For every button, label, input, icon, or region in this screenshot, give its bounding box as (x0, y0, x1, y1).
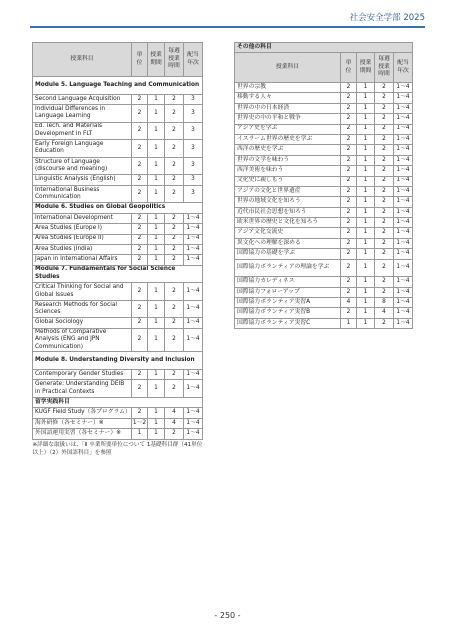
credits-cell: 2 (132, 104, 148, 122)
subject-cell: 国際協力ボランティア実習C (235, 318, 341, 328)
period-cell: 1 (148, 140, 165, 158)
table-row (33, 300, 203, 318)
period-cell: 1 (148, 328, 165, 352)
table-row (235, 318, 413, 328)
subject-cell: 近代市民社会思想を知ろう (235, 207, 341, 217)
table-row (235, 186, 413, 196)
subject-cell: Second Language Acquisition (33, 94, 132, 104)
table-row (33, 224, 203, 234)
year-cell: 1～4 (184, 213, 203, 223)
year-cell: 1～4 (394, 277, 413, 287)
note-row (33, 439, 203, 457)
section-title: Module 7. Fundamentals for Social Science Studies (33, 265, 203, 283)
subject-cell: Methods of Comparative Analysis (ENG and JPN Communication) (33, 328, 132, 352)
year-cell: 1～4 (184, 418, 203, 428)
credits-cell: 1 (341, 318, 357, 328)
subject-cell: アジア文化交流史 (235, 228, 341, 238)
col-weekly-header: 毎週授業時間 (375, 53, 394, 83)
credits-cell: 2 (341, 134, 357, 144)
col-weekly-header: 毎週授業時間 (165, 43, 184, 77)
credits-cell: 2 (341, 114, 357, 124)
subject-cell: Global Sociology (33, 318, 132, 328)
period-cell: 1 (148, 429, 165, 439)
table-row (235, 145, 413, 155)
period-cell: 1 (148, 418, 165, 428)
credits-cell: 2 (341, 145, 357, 155)
year-cell: 1～4 (184, 328, 203, 352)
credits-cell: 2 (341, 124, 357, 134)
year-cell: 1～4 (394, 155, 413, 165)
table-row (33, 104, 203, 122)
table-row (235, 176, 413, 186)
period-cell: 1 (357, 238, 375, 248)
left-course-table (32, 42, 203, 457)
table-row (235, 134, 413, 144)
period-cell: 1 (357, 103, 375, 113)
table-row (33, 318, 203, 328)
credits-cell: 2 (132, 224, 148, 234)
year-cell: 1～4 (394, 83, 413, 93)
period-cell: 1 (357, 218, 375, 228)
weekly-cell: 2 (165, 255, 184, 265)
year-cell: 1～4 (184, 234, 203, 244)
period-cell: 1 (148, 380, 165, 398)
table-row (235, 308, 413, 318)
credits-cell: 2 (132, 318, 148, 328)
period-cell: 1 (148, 300, 165, 318)
page-number: - 250 - (214, 611, 241, 620)
year-cell: 1～4 (394, 218, 413, 228)
weekly-cell: 2 (165, 185, 184, 203)
weekly-cell: 2 (375, 287, 394, 297)
weekly-cell: 2 (375, 176, 394, 186)
section-title: Module 8. Understanding Diversity and Inclusion (33, 352, 203, 370)
year-cell: 1～4 (394, 259, 413, 277)
period-cell: 1 (148, 224, 165, 234)
weekly-cell: 2 (375, 145, 394, 155)
table-row (33, 283, 203, 301)
credits-cell: 2 (132, 283, 148, 301)
subject-cell: Area Studies (Europe II) (33, 234, 132, 244)
credits-cell: 2 (341, 103, 357, 113)
subject-cell: 世界の文学を味わう (235, 155, 341, 165)
table-row (33, 140, 203, 158)
credits-cell: 2 (132, 185, 148, 203)
weekly-cell: 2 (375, 186, 394, 196)
year-cell: 3 (184, 122, 203, 140)
table-row (33, 380, 203, 398)
subject-cell: 世界の宗教 (235, 83, 341, 93)
subject-cell: Ed. Tech. and Materials Development in FLT (33, 122, 132, 140)
year-cell: 1～4 (394, 197, 413, 207)
subject-cell: 西洋の歴史を学ぶ (235, 145, 341, 155)
period-cell: 1 (357, 308, 375, 318)
col-year-header: 配当年次 (394, 53, 413, 83)
subject-cell: 世界の地域文化を知ろう (235, 197, 341, 207)
year-cell: 1～4 (394, 93, 413, 103)
table-row (33, 429, 203, 439)
weekly-cell: 2 (165, 157, 184, 175)
col-credits-header: 単位 (132, 43, 148, 77)
table-row (33, 255, 203, 265)
credits-cell: 2 (132, 94, 148, 104)
section-header-row (33, 77, 203, 95)
table-row (235, 277, 413, 287)
section-title: Module 6. Studies on Global Geopolitics (33, 203, 203, 213)
period-cell: 1 (357, 318, 375, 328)
subject-cell: 国際協力の基礎を学ぶ (235, 249, 341, 259)
subject-cell: 世界の中の日本経済 (235, 103, 341, 113)
period-cell: 1 (148, 244, 165, 254)
period-cell: 1 (357, 114, 375, 124)
period-cell: 1 (148, 157, 165, 175)
weekly-cell: 4 (375, 308, 394, 318)
credits-cell: 2 (132, 140, 148, 158)
table-row (235, 114, 413, 124)
credits-cell: 2 (132, 408, 148, 418)
period-cell: 1 (357, 259, 375, 277)
year-cell: 3 (184, 175, 203, 185)
year-cell: 1～4 (394, 103, 413, 113)
weekly-cell: 2 (375, 134, 394, 144)
table-row (235, 207, 413, 217)
credits-cell: 2 (132, 213, 148, 223)
credits-cell: 2 (341, 197, 357, 207)
period-cell: 1 (357, 155, 375, 165)
period-cell: 1 (357, 287, 375, 297)
period-cell: 1 (357, 228, 375, 238)
credits-cell: 2 (341, 228, 357, 238)
subject-cell: Japan in International Affairs (33, 255, 132, 265)
subject-cell: Structure of Language (discourse and meaning) (33, 157, 132, 175)
header-rule (30, 26, 425, 28)
weekly-cell: 2 (165, 300, 184, 318)
weekly-cell: 2 (375, 277, 394, 287)
period-cell: 1 (357, 93, 375, 103)
right-course-table (234, 42, 413, 329)
credits-cell: 2 (341, 83, 357, 93)
table-row (235, 249, 413, 259)
credits-cell: 2 (132, 122, 148, 140)
period-cell: 1 (148, 234, 165, 244)
weekly-cell: 2 (375, 155, 394, 165)
credits-cell: 2 (132, 234, 148, 244)
weekly-cell: 2 (165, 283, 184, 301)
weekly-cell: 2 (165, 213, 184, 223)
table-row (235, 238, 413, 248)
table-row (33, 244, 203, 254)
subject-cell: イスラーム世界の歴史を学ぶ (235, 134, 341, 144)
period-cell: 1 (357, 186, 375, 196)
credits-cell: 2 (132, 380, 148, 398)
table-row (235, 287, 413, 297)
col-credits-header: 単位 (341, 53, 357, 83)
credits-cell: 2 (341, 207, 357, 217)
table-row (33, 328, 203, 352)
subject-cell: Critical Thinking for Social and Global Issues (33, 283, 132, 301)
period-cell: 1 (148, 122, 165, 140)
section-header-row (33, 352, 203, 370)
year-cell: 1～4 (394, 176, 413, 186)
col-year-header: 配当年次 (184, 43, 203, 77)
table-row (33, 94, 203, 104)
page-header-title: 社会安全学部 2025 (349, 13, 425, 23)
year-cell: 1～4 (394, 134, 413, 144)
period-cell: 1 (357, 145, 375, 155)
credits-cell: 2 (132, 175, 148, 185)
period-cell: 1 (148, 318, 165, 328)
credits-cell: 2 (341, 166, 357, 176)
year-cell: 3 (184, 185, 203, 203)
period-cell: 1 (357, 249, 375, 259)
year-cell: 1～4 (184, 283, 203, 301)
credits-cell: 2 (341, 277, 357, 287)
subject-cell: Early Foreign Language Education (33, 140, 132, 158)
weekly-cell: 2 (165, 224, 184, 234)
period-cell: 1 (357, 166, 375, 176)
weekly-cell: 2 (375, 249, 394, 259)
table-row (235, 218, 413, 228)
subject-cell: Area Studies (India) (33, 244, 132, 254)
subject-cell: Area Studies (Europe I) (33, 224, 132, 234)
period-cell: 1 (357, 197, 375, 207)
weekly-cell: 8 (375, 298, 394, 308)
footnote: ※詳細な取扱いは、「Ⅱ 卒業所要単位について 1基礎科目群（41単位以上）（2）外国語科目」を参照 (32, 441, 203, 456)
weekly-cell: 2 (165, 122, 184, 140)
weekly-cell: 2 (375, 197, 394, 207)
subject-cell: Linguistic Analysis (English) (33, 175, 132, 185)
subject-cell: 国際協力ボランティア実習A (235, 298, 341, 308)
table-row (235, 298, 413, 308)
subject-cell: 移動する人々 (235, 93, 341, 103)
section-header-row (33, 265, 203, 283)
weekly-cell: 2 (375, 93, 394, 103)
section-title: Module 5. Language Teaching and Communication (33, 77, 203, 95)
table-row (235, 155, 413, 165)
year-cell: 1～4 (394, 228, 413, 238)
subject-cell: 国際協力フォローアップ (235, 287, 341, 297)
table-row (33, 175, 203, 185)
weekly-cell: 4 (165, 418, 184, 428)
period-cell: 1 (357, 207, 375, 217)
weekly-cell: 2 (375, 166, 394, 176)
period-cell: 1 (148, 94, 165, 104)
table-row (33, 213, 203, 223)
subject-cell: Generate: Understanding DEIB in Practical Contexts (33, 380, 132, 398)
table-row (235, 228, 413, 238)
year-cell: 1～4 (184, 370, 203, 380)
credits-cell: 2 (341, 218, 357, 228)
year-cell: 1～4 (394, 145, 413, 155)
year-cell: 1～4 (394, 186, 413, 196)
period-cell: 1 (148, 255, 165, 265)
credits-cell: 2 (341, 259, 357, 277)
credits-cell: 4 (341, 298, 357, 308)
year-cell: 1～4 (184, 429, 203, 439)
section-header-row (33, 203, 203, 213)
subject-cell: アジアの文化と世界遺産 (235, 186, 341, 196)
subject-cell: 世界史の中の平和と戦争 (235, 114, 341, 124)
section-header-row (33, 398, 203, 408)
year-cell: 1～4 (394, 308, 413, 318)
year-cell: 1～4 (394, 238, 413, 248)
weekly-cell: 2 (375, 103, 394, 113)
credits-cell: 2 (341, 93, 357, 103)
year-cell: 3 (184, 94, 203, 104)
year-cell: 1～4 (394, 207, 413, 217)
table-row (33, 234, 203, 244)
credits-cell: 2 (341, 308, 357, 318)
year-cell: 1～4 (394, 318, 413, 328)
table-row (235, 83, 413, 93)
year-cell: 1～4 (184, 255, 203, 265)
weekly-cell: 2 (375, 83, 394, 93)
subject-cell: Contemporary Gender Studies (33, 370, 132, 380)
weekly-cell: 2 (375, 318, 394, 328)
weekly-cell: 2 (165, 234, 184, 244)
col-period-header: 授業期間 (148, 43, 165, 77)
weekly-cell: 2 (165, 140, 184, 158)
weekly-cell: 2 (165, 370, 184, 380)
subject-cell: KUGF Field Study（各プログラム） (33, 408, 132, 418)
weekly-cell: 2 (375, 238, 394, 248)
table-row (33, 370, 203, 380)
period-cell: 1 (148, 283, 165, 301)
table-row (33, 185, 203, 203)
credits-cell: 2 (132, 255, 148, 265)
subject-cell: 異文化への理解を深める (235, 238, 341, 248)
period-cell: 1 (357, 83, 375, 93)
table-row (235, 259, 413, 277)
subject-cell: アジア史を学ぶ (235, 124, 341, 134)
period-cell: 1 (148, 213, 165, 223)
period-cell: 1 (357, 298, 375, 308)
weekly-cell: 2 (375, 207, 394, 217)
year-cell: 3 (184, 140, 203, 158)
credits-cell: 2 (341, 238, 357, 248)
subject-cell: 海外研修（各セミナー）※ (33, 418, 132, 428)
subject-cell: 国際協力ボランティアの理論を学ぶ (235, 259, 341, 277)
table-row (33, 418, 203, 428)
year-cell: 3 (184, 104, 203, 122)
credits-cell: 2 (132, 244, 148, 254)
weekly-cell: 2 (375, 114, 394, 124)
credits-cell: 2 (132, 328, 148, 352)
credits-cell: 2 (341, 287, 357, 297)
year-cell: 1～4 (184, 408, 203, 418)
credits-cell: 2 (132, 157, 148, 175)
year-cell: 3 (184, 157, 203, 175)
period-cell: 1 (357, 134, 375, 144)
weekly-cell: 2 (375, 218, 394, 228)
weekly-cell: 2 (165, 94, 184, 104)
col-subject-header: 授業科目 (33, 43, 132, 77)
table-row (235, 166, 413, 176)
subject-cell: Individual Differences in Language Learning (33, 104, 132, 122)
weekly-cell: 2 (375, 124, 394, 134)
subject-cell: International Business Communication (33, 185, 132, 203)
table-row (33, 157, 203, 175)
period-cell: 1 (357, 176, 375, 186)
credits-cell: 2 (341, 249, 357, 259)
weekly-cell: 2 (375, 259, 394, 277)
subject-cell: International Development (33, 213, 132, 223)
table-row (235, 103, 413, 113)
credits-cell: 2 (341, 155, 357, 165)
credits-cell: 2 (132, 300, 148, 318)
table-row (33, 122, 203, 140)
subject-cell: 国際協力カレディネス (235, 277, 341, 287)
year-cell: 1～4 (394, 249, 413, 259)
subject-cell: 外国語運用実習（各セミナー）※ (33, 429, 132, 439)
credits-cell: 1 (132, 429, 148, 439)
table-row (33, 408, 203, 418)
period-cell: 1 (148, 185, 165, 203)
period-cell: 1 (148, 175, 165, 185)
weekly-cell: 2 (165, 244, 184, 254)
subject-cell: 欧米世界の歴史と文化を知ろう (235, 218, 341, 228)
subject-cell: 文化史に親しもう (235, 176, 341, 186)
credits-cell: 1～2 (132, 418, 148, 428)
weekly-cell: 2 (165, 429, 184, 439)
other-subjects-title: その他の科目 (235, 43, 413, 53)
period-cell: 1 (148, 408, 165, 418)
period-cell: 1 (148, 104, 165, 122)
table-row (235, 197, 413, 207)
year-cell: 1～4 (184, 224, 203, 234)
weekly-cell: 2 (165, 318, 184, 328)
weekly-cell: 2 (165, 175, 184, 185)
table-row (235, 93, 413, 103)
year-cell: 1～4 (394, 298, 413, 308)
subject-cell: Research Methods for Social Sciences (33, 300, 132, 318)
credits-cell: 2 (341, 176, 357, 186)
period-cell: 1 (357, 124, 375, 134)
subject-cell: 国際協力ボランティア実習B (235, 308, 341, 318)
weekly-cell: 2 (165, 380, 184, 398)
credits-cell: 2 (132, 370, 148, 380)
col-subject-header: 授業科目 (235, 53, 341, 83)
year-cell: 1～4 (184, 380, 203, 398)
year-cell: 1～4 (184, 300, 203, 318)
year-cell: 1～4 (184, 244, 203, 254)
year-cell: 1～4 (394, 114, 413, 124)
year-cell: 1～4 (394, 124, 413, 134)
period-cell: 1 (148, 370, 165, 380)
table-row (235, 124, 413, 134)
weekly-cell: 2 (165, 328, 184, 352)
year-cell: 1～4 (184, 318, 203, 328)
period-cell: 1 (357, 277, 375, 287)
section-title: 留学実践科目 (33, 398, 203, 408)
col-period-header: 授業期間 (357, 53, 375, 83)
weekly-cell: 2 (375, 228, 394, 238)
weekly-cell: 4 (165, 408, 184, 418)
credits-cell: 2 (341, 186, 357, 196)
year-cell: 1～4 (394, 287, 413, 297)
subject-cell: 西洋美術を味わう (235, 166, 341, 176)
weekly-cell: 2 (165, 104, 184, 122)
year-cell: 1～4 (394, 166, 413, 176)
